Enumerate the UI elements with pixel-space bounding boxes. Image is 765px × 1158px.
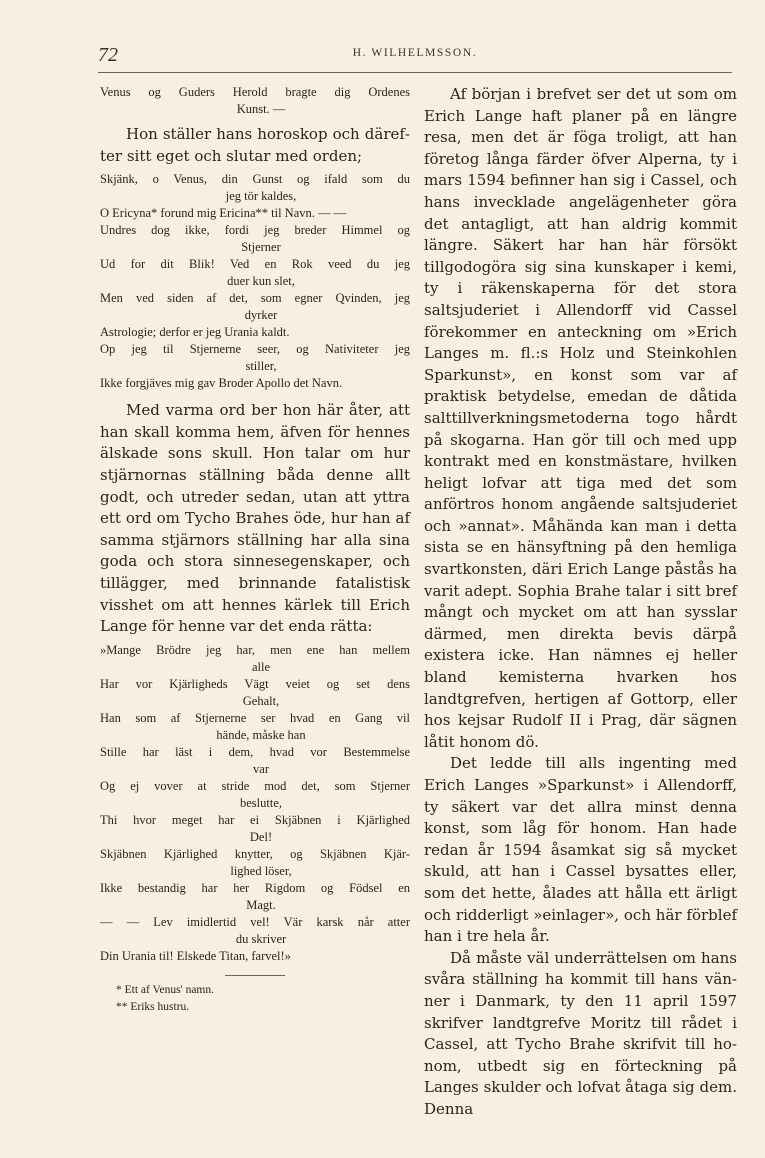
paragraph-debts: Då måste väl underrättelsen om hans svåra ställning ha kommit till hans vänner i Danmark, ty den 11 april 1597 skrifver landtgrefve Moritz till rådet i Cassel, att Tycho Brahe skrifvit till honom, utbedt sig en förteckning på Langes skulder och lofvat åtaga sig dem. Denna bbox=[424, 948, 737, 1118]
verse-line bbox=[100, 778, 410, 812]
verse-line bbox=[100, 324, 410, 341]
verse-line bbox=[100, 341, 410, 375]
verse-line-text: Har vor Kjärligheds Vägt veiet og set dens bbox=[100, 676, 410, 691]
verse-line-continuation: stiller, bbox=[245, 359, 277, 374]
verse-line-continuation: Gehalt, bbox=[242, 693, 280, 708]
verse-line bbox=[100, 710, 410, 744]
page-number: 72 bbox=[98, 44, 118, 66]
verse-line-text: Ikke forgjäves mig gav Broder Apollo det Navn. bbox=[100, 376, 343, 391]
verse-line-text: Din Urania til! Elskede Titan, farvel!» bbox=[100, 948, 291, 963]
verse-line-continuation: Stjerner bbox=[241, 240, 281, 255]
paragraph-horoscope: Hon ställer hans horoskop och därefter sitt eget och slutar med orden; bbox=[100, 125, 410, 165]
verse-line bbox=[100, 256, 410, 290]
verse-line bbox=[100, 84, 410, 118]
paragraph-sparkunst: Det ledde till alls ingenting med Erich Langes »Sparkunst» i Allendorff, ty säkert var det allra minst denna konst, som låg för honom. Han hade redan år 1594 åsamkat sig så mycket skuld, att han i Cassel bysattes eller, som det hette, ålades att hålla ett ärligt och ridderligt »einlager», och här förblef han i tre hela år. bbox=[424, 754, 737, 946]
verse-line-continuation: Del! bbox=[249, 829, 273, 844]
verse-line-text: Ikke bestandig har her Rigdom og Födsel en bbox=[100, 880, 410, 895]
verse-line-text: Venus og Guders Herold bragte dig Ordenes bbox=[100, 85, 410, 99]
right-column bbox=[424, 84, 737, 1121]
verse-line bbox=[100, 948, 410, 965]
footnotes bbox=[100, 982, 410, 1016]
verse-line-continuation: var bbox=[253, 761, 269, 776]
verse-block-3 bbox=[100, 642, 410, 965]
verse-line-continuation: Magt. bbox=[246, 897, 276, 912]
verse-line bbox=[100, 676, 410, 710]
footnote-divider bbox=[225, 975, 285, 976]
verse-line-continuation: Kunst. — bbox=[236, 102, 286, 116]
verse-line bbox=[100, 914, 410, 948]
page-header bbox=[98, 44, 732, 73]
verse-block-2 bbox=[100, 171, 410, 392]
verse-line-text: Skjäbnen Kjärlighed knytter, og Skjäbnen Kjär- bbox=[100, 846, 410, 861]
verse-line bbox=[100, 880, 410, 914]
verse-line-text: Men ved siden af det, som egner Qvinden, jeg bbox=[100, 291, 410, 306]
footnote-2: ** Eriks hustru. bbox=[116, 1000, 190, 1013]
verse-line-text: O Ericyna* forund mig Ericina** til Navn. — — bbox=[100, 206, 347, 221]
verse-line bbox=[100, 290, 410, 324]
verse-line bbox=[100, 222, 410, 256]
verse-line bbox=[100, 375, 410, 392]
verse-line-continuation: du skriver bbox=[235, 931, 287, 946]
verse-line-text: Ud for dit Blik! Ved en Rok veed du jeg bbox=[100, 257, 410, 272]
verse-line-continuation: hände, måske han bbox=[216, 727, 306, 742]
left-column bbox=[100, 84, 410, 1016]
running-head: H. WILHELMSSON. bbox=[352, 47, 478, 59]
verse-line-text: Og ej vover at stride mod det, som Stjerner bbox=[100, 778, 410, 793]
verse-line-continuation: duer kun slet, bbox=[227, 274, 295, 289]
verse-line-text: — — Lev imidlertid vel! Vär karsk når atter bbox=[100, 914, 410, 929]
verse-line-continuation: jeg tör kaldes, bbox=[225, 189, 297, 204]
verse-line-text: Undres dog ikke, fordi jeg breder Himmel og bbox=[100, 223, 410, 238]
verse-line-continuation: alle bbox=[251, 659, 271, 674]
verse-line bbox=[100, 171, 410, 205]
verse-line-continuation: beslutte, bbox=[239, 795, 282, 810]
verse-line bbox=[100, 205, 410, 222]
verse-line-text: Han som af Stjernerne ser hvad en Gang vil bbox=[100, 710, 410, 725]
verse-line-text: Thi hvor meget har ei Skjäbnen i Kjärlighed bbox=[100, 812, 410, 827]
verse-line bbox=[100, 744, 410, 778]
verse-line-text: Astrologie; derfor er jeg Urania kaldt. bbox=[100, 325, 290, 340]
verse-line-text: Stille har läst i dem, hvad vor Bestemmelse bbox=[100, 744, 410, 759]
footnote-1: * Ett af Venus' namn. bbox=[116, 983, 214, 996]
verse-block-1 bbox=[100, 84, 410, 118]
verse-line-text: Op jeg til Stjernerne seer, og Nativiteter jeg bbox=[100, 342, 410, 357]
verse-line-continuation: lighed löser, bbox=[230, 863, 292, 878]
verse-line-continuation: dyrker bbox=[244, 308, 278, 323]
paragraph-letter: Af början i brefvet ser det ut som om Erich Lange haft planer på en längre resa, men det är föga troligt, att han företog långa färder öfver Alperna, ty i mars 1594 befinner han sig i Cassel, och hans invecklade angelägenheter göra det antagligt, att han aldrig kommit längre. Säkert har han här försökt tillgodogöra sig sina kunskaper i kemi, ty i räkenskaperna för det stora saltsjuderiet i Allendorff vid Cassel förekommer en anteckning om »Erich Langes m. fl.:s Holz und Steinkohlen Sparkunst», en konst som var af praktisk betydelse, emedan de dåtida salttillverkningsmetoderna togo hårdt på skogarna. Han gör till och med upp kontrakt med en konstmästare, hvilken heligt lofvar att tiga med det som anförtros honom angående saltsjuderiet och »annat». Måhända kan man i detta sista se en hänsyftning på den hemliga svartkonsten, däri Erich Lange påstås ha varit adept. Sophia Brahe talar i sitt bref mångt och mycket om att han sysslar därmed, men direkta bevis därpå existera icke. Han nämnes ej heller bland kemisterna hvarken hos landtgrefven, hertigen af Gottorp, eller hos kejsar Rudolf II i Prag, där sägnen låtit honom dö. bbox=[424, 85, 738, 751]
paragraph-plea: Med varma ord ber hon här åter, att han skall komma hem, äfven för hennes älskade sons skull. Hon talar om hur stjärnornas ställning båda denne allt godt, och utreder sedan, utan att yttra ett ord om Tycho Brahes öde, hur han af samma stjärnors ställning har alla sina goda och stora sinnesegenskaper, och tillägger, med brinnande fatalistisk visshet om att hennes kärlek till Erich Lange för henne var det enda rätta: bbox=[100, 401, 410, 636]
verse-line bbox=[100, 846, 410, 880]
verse-line-text: Skjänk, o Venus, din Gunst og ifald som du bbox=[100, 172, 410, 187]
verse-line bbox=[100, 642, 410, 676]
verse-line-text: »Mange Brödre jeg har, men ene han mellem bbox=[100, 642, 410, 657]
verse-line bbox=[100, 812, 410, 846]
